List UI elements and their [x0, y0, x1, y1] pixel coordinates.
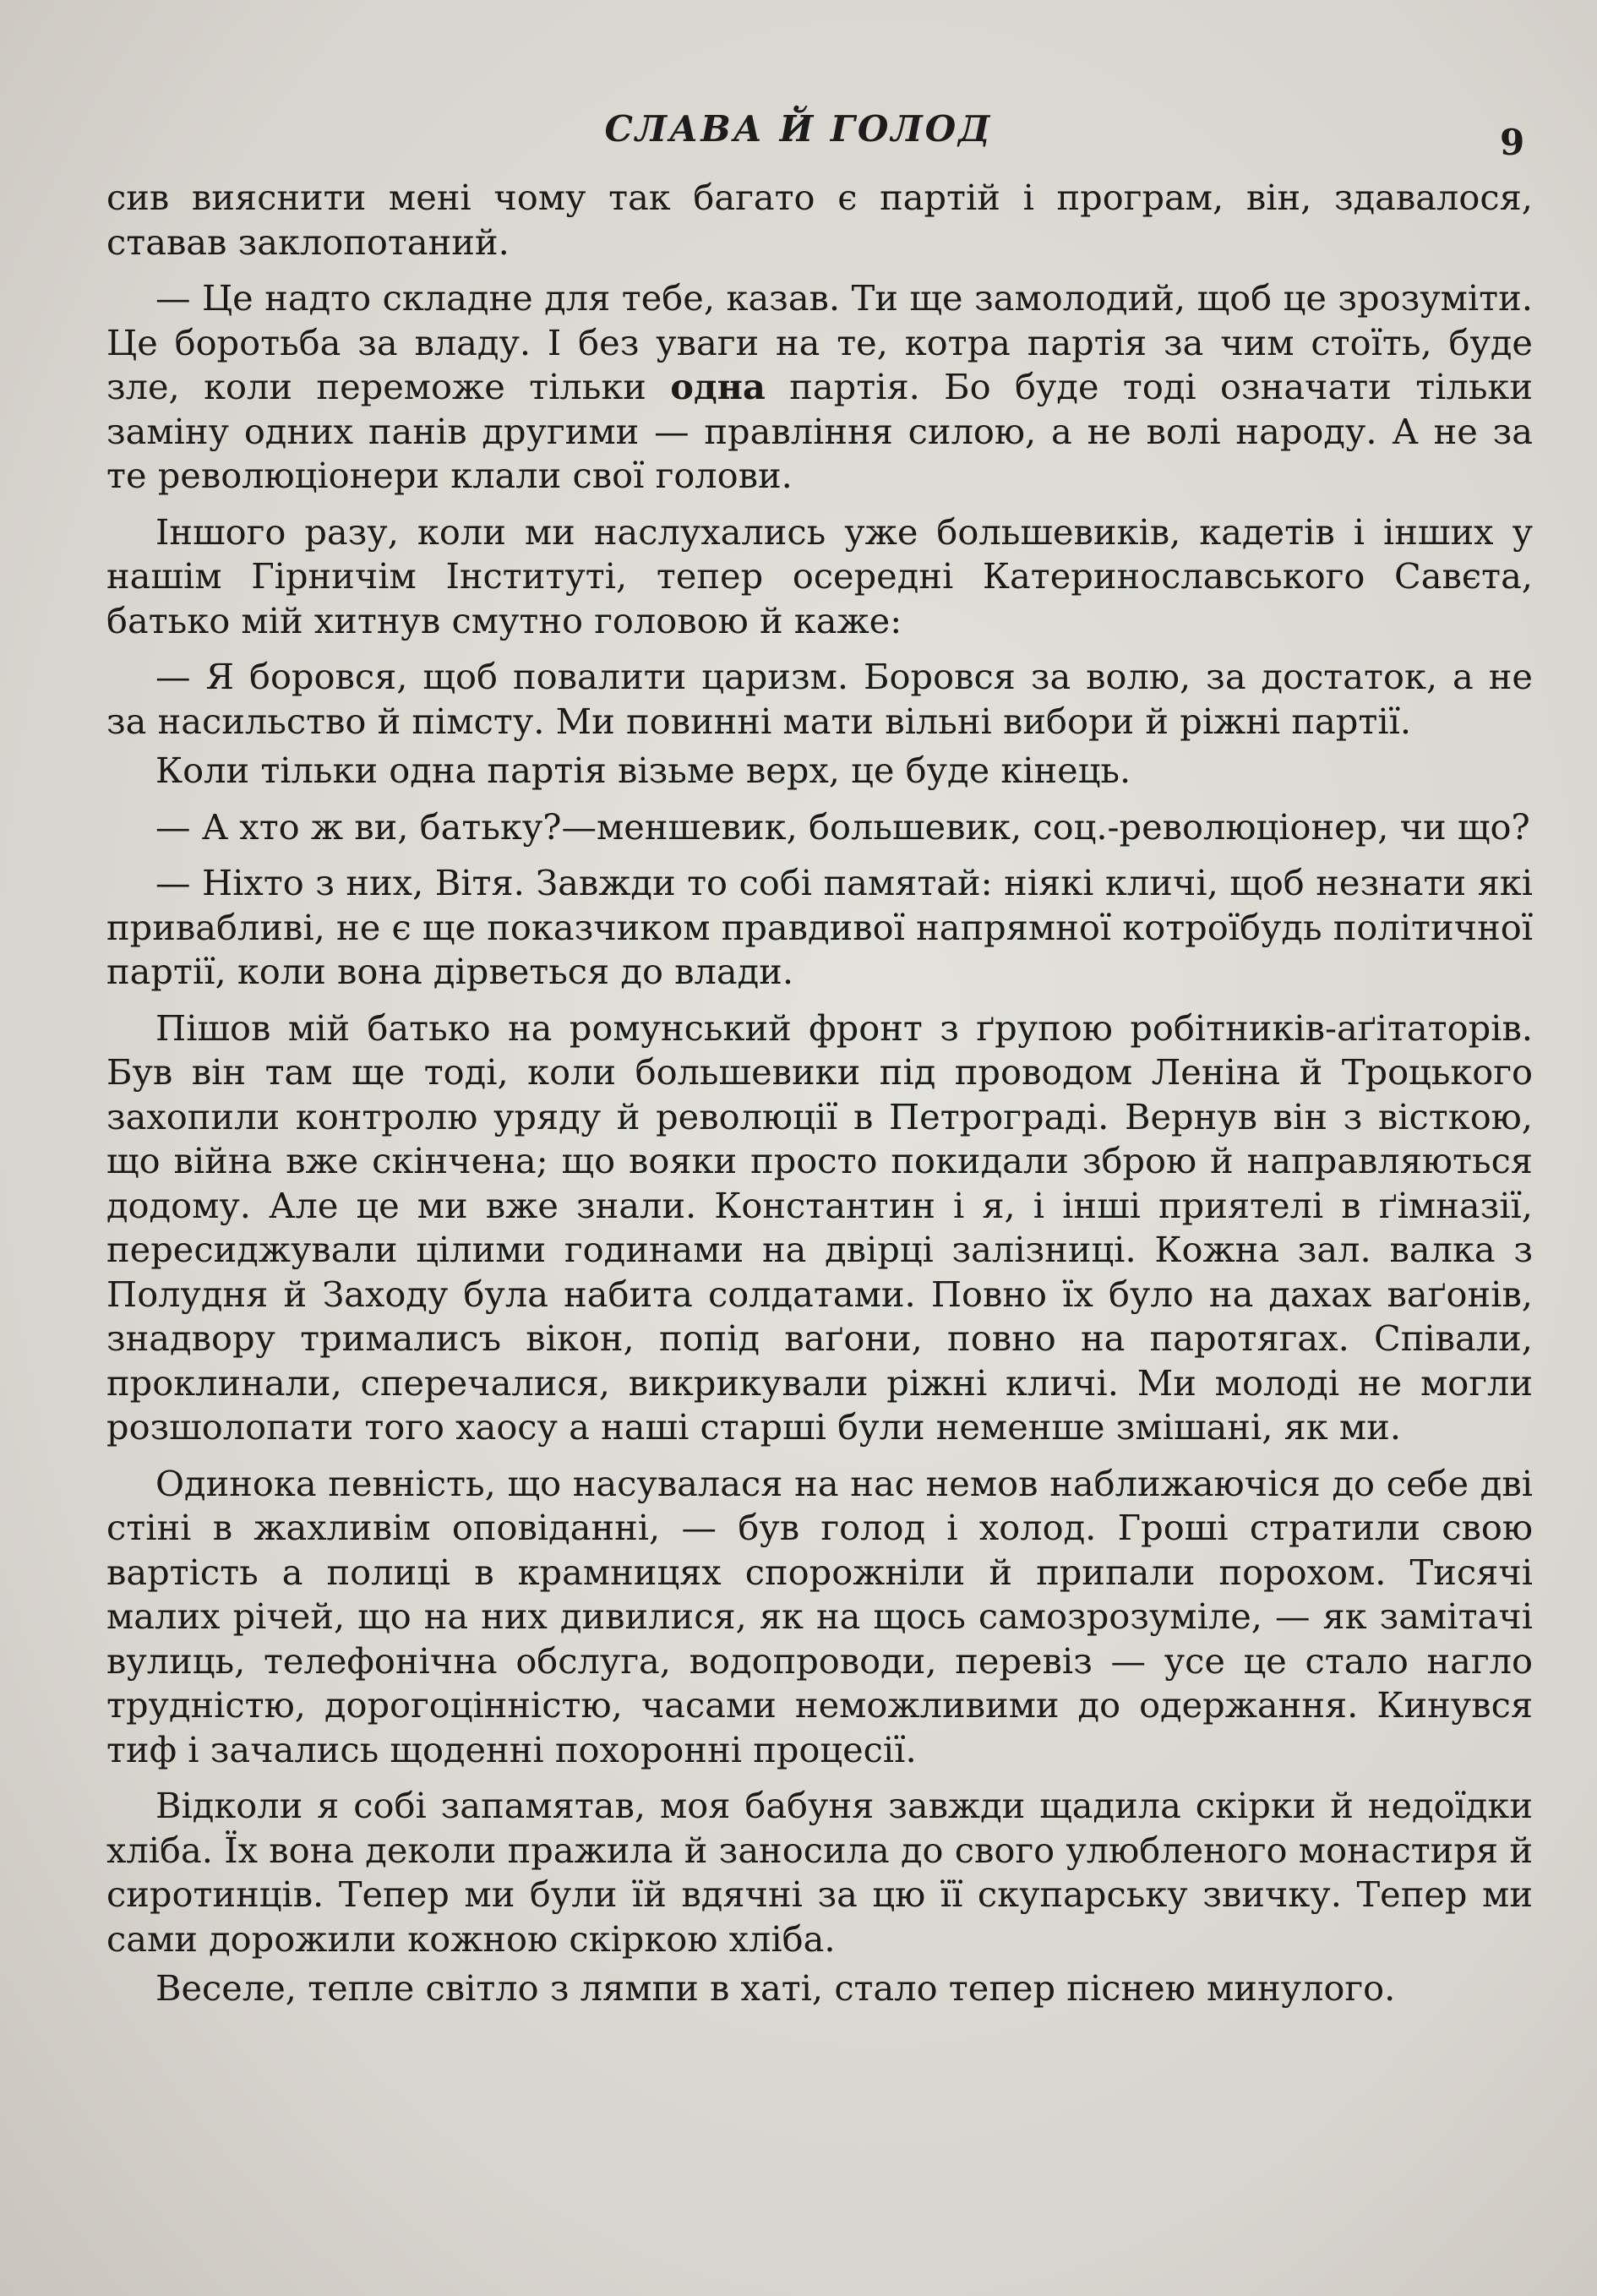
paragraph-2: [106, 276, 1533, 499]
running-title: СЛАВА Й ГОЛОД: [604, 108, 993, 150]
paragraph-8: Пішов мій батько на ромунський фронт з ґрупою робітників-аґітаторів. Був він там ще тоді, коли большевики під проводом Леніна й Троцького захопили контролю уряду й революції в Петрограді. Вернув він з вісткою, що війна вже скінчена; що вояки просто покидали зброю й направляються додому. Але це ми вже знали. Константин і я, і інші приятелі в ґімназії, пересиджували цілими годинами на двірці залізниці. Кожна зал. валка з Полудня й Заходу була набита солдатами. Повно їх було на дахах ваґонів, знадвору трималисъ вікон, попід ваґони, повно на паротягах. Співали, проклинали, сперечалися, викрикували ріжні кличі. Ми молоді не могли розшолопати того хаосу а наші старші були неменше змішані, як ми.: [106, 1006, 1533, 1448]
paragraph-6: — А хто ж ви, батьку?—меншевик, большевик, соц.-революціонер, чи що?: [155, 805, 1530, 848]
paragraph-10: Відколи я собі запамятав, моя бабуня завжди щадила скірки й недоїдки хліба. Їх вона деколи пражила й заносила до свого улюбленого монастиря й сиротинців. Тепер ми були їй вдячні за цю її скупарську звичку. Тепер ми сами дорожили кожною скіркою хліба.: [106, 1785, 1533, 1960]
paragraph-2-text: — Це надто складне для тебе, казав. Ти ще замолодий, щоб це зрозуміти. Це боротьба за владу. І без уваги на те, котра партія за чим стоїть, буде зле, коли переможе тільки: [106, 277, 1533, 407]
paragraph-9: Одинока певність, що насувалася на нас немов наближаючіся до себе дві стіні в жахливім оповіданні, — був голод і холод. Гроші стратили свою вартість а полиці в крамницях спорожніли й припали порохом. Тисячі малих річей, що на них дивилися, як на щось самозрозуміле, — як замітачі вулиць, телефонічна обслуга, водопроводи, перевіз — усе це стало нагло трудністю, дорогоцінністю, часами неможливими до одержання. Кинувся тиф і зачались щоденні похоронні процесії.: [106, 1462, 1533, 1770]
paragraph-7: — Ніхто з них, Вітя. Завжди то собі памятай: ніякі кличі, щоб незнати які привабливі, не є ще показчиком правдивої напрямної котроїбудь політичної партії, коли вона дірветься до влади.: [106, 862, 1533, 992]
paragraph-4: — Я боровся, щоб повалити царизм. Боровся за волю, за достаток, а не за насильство й пімсту. Ми повинні мати вільні вибори й ріжні партії.: [106, 656, 1533, 742]
paragraph-1: сив вияснити мені чому так багато є партій і програм, він, здавалося, ставав заклопотаний.: [106, 177, 1533, 263]
paragraph-11: Веселе, тепле світло з лямпи в хаті, стало тепер піснею минулого.: [155, 1967, 1396, 2009]
body-text: [106, 176, 1533, 2023]
page-number: 9: [1500, 122, 1525, 163]
paragraph-2-text-end: партія. Бо буде тоді означати тільки заміну одних панів другими — правління силою, а не волі народу. А не за те революціонери клали свої голови.: [106, 366, 1534, 496]
paragraph-3: Іншого разу, коли ми наслухались уже большевиків, кадетів і інших у нашім Гірничім Інституті, тепер осередні Катеринославського Савєта, батько мій хитнув смутно головою й каже:: [106, 510, 1533, 641]
paragraph-5: Коли тільки одна партія візьме верх, це буде кінець.: [155, 750, 1131, 791]
emphasis-one: одна: [670, 366, 766, 407]
